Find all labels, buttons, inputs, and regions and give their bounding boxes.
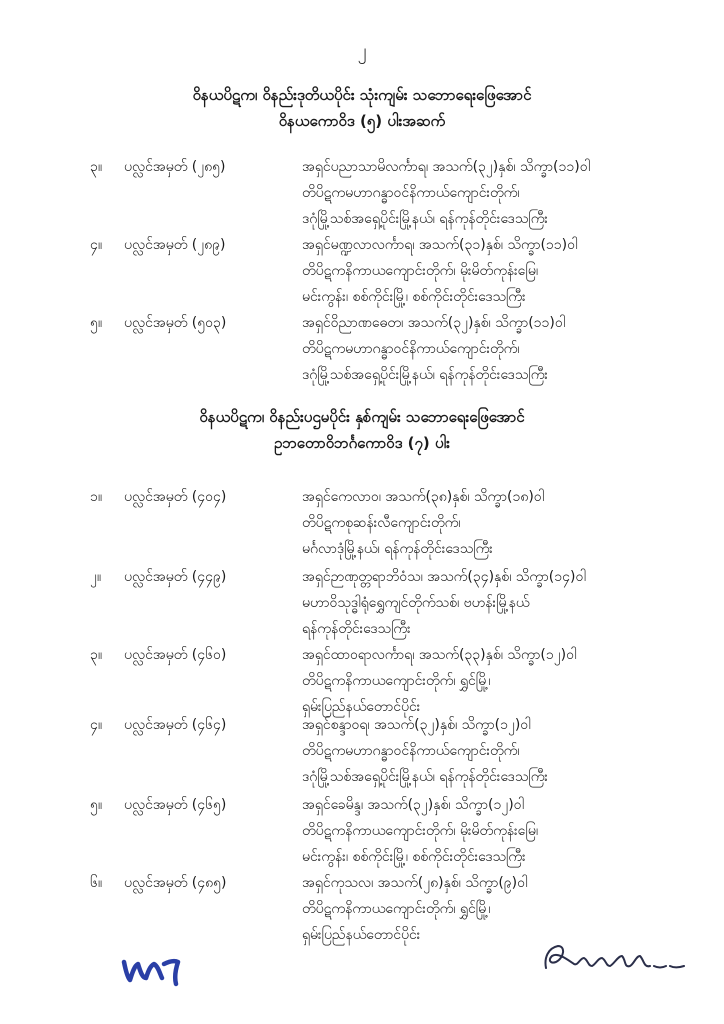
entry-detail-line: မဟာဝိသုဒ္ဓါရုံရွှေကျင်တိုက်သစ်၊ ဗဟန်းမြို့နယ် [302,595,530,611]
entry-detail-line: ဒဂုံမြို့သစ်အရှေ့ပိုင်းမြို့နယ်၊ ရန်ကုန်တိုင်းဒေသကြီး [302,367,548,383]
entry-detail-line: မင်းကွန်း၊ စစ်ကိုင်းမြို့၊ စစ်ကိုင်းတိုင်းဒေသကြီး [302,849,526,865]
section-heading [0,404,724,456]
entry-detail-line: အရှင်ထာဝရာလင်္ကာရ၊ အသက်(၃၃)နှစ်၊ သိက္ခာ(၁၂)ဝါ [302,647,577,663]
entry-detail-line: တိပိဋကမဟာဂန္ဓာဝင်နိကာယ်ကျောင်းတိုက်၊ [302,743,520,759]
entry-detail-line: ရန်ကုန်တိုင်းဒေသကြီး [302,621,411,637]
entry-number: ၃။ [90,159,103,175]
entry-detail-line: တိပိဋကမဟာဂန္ဓာဝင်နိကာယ်ကျောင်းတိုက်၊ [302,341,520,357]
entry-detail-line: တိပိဋကစုဆန်းလီကျောင်းတိုက်၊ [302,515,461,531]
entry-code: ပလ္လင်အမှတ် (၄၆၀) [124,647,227,663]
section-heading [0,82,724,134]
entry-detail-line: အရှင်ဉာဏုတ္တရာဘိဝံသ၊ အသက်(၃၄)နှစ်၊ သိက္ခာ(၁၄)ဝါ [302,569,586,585]
entry-detail-line: တိပိဋကနိကာယကျောင်းတိုက်၊ မိုးမိတ်ကုန်းမြေ၊ [302,823,539,839]
entry-detail-line: ရှမ်းပြည်နယ်တောင်ပိုင်း [302,699,421,715]
entry-number: ၄။ [90,717,103,733]
entry-detail-line: အရှင်မဏ္ဍလာလင်္ကာရ၊ အသက်(၃၁)နှစ်၊ သိက္ခာ(၁၁)ဝါ [302,237,578,253]
entry-details [302,712,702,790]
entry-code: ပလ္လင်အမှတ် (၄၆၄) [124,717,227,733]
entry-number: ၁။ [90,489,103,505]
section-heading-line: ဝိနယပိဋက၊ ဝိနည်းပဌမပိုင်း နှစ်ကျမ်း သဘောရေးဖြေအောင် [199,408,525,426]
entry-code: ပလ္လင်အမှတ် (၂၈၅) [124,159,226,175]
section-heading-line: ဝိနယကောဝိဒ (၅) ပါးအဆက် [278,112,446,130]
page-number: ၂ [357,40,367,61]
entry-code: ပလ္လင်အမှတ် (၂၈၉) [124,237,226,253]
entry-detail-line: အရှင်ခေမိန္ဒ၊ အသက်(၃၂)နှစ်၊ သိက္ခာ(၁၂)ဝါ [302,797,524,813]
entry-detail-line: တိပိဋကနိကာယကျောင်းတိုက်၊ ရွှင်မြို့၊ [302,901,491,917]
entry-details [302,642,702,720]
entry-detail-line: တိပိဋကနိကာယကျောင်းတိုက်၊ ရွှင်မြို့၊ [302,673,491,689]
entry-detail-line: တိပိဋကမဟာဂန္ဓာဝင်နိကာယ်ကျောင်းတိုက်၊ [302,185,520,201]
section-heading-line: ဝိနယပိဋက၊ ဝိနည်းဒုတိယပိုင်း သုံးကျမ်း သဘောရေးဖြေအောင် [192,86,532,104]
entry-code: ပလ္လင်အမှတ် (၄၈၅) [124,875,227,891]
entry-number: ၆။ [90,875,103,891]
entry-detail-line: မင်းကွန်း၊ စစ်ကိုင်းမြို့၊ စစ်ကိုင်းတိုင်းဒေသကြီး [302,289,526,305]
entry-code: ပလ္လင်အမှတ် (၄၆၅) [124,797,227,813]
signature-mark [538,938,688,980]
entry-code: ပလ္လင်အမှတ် (၄၀၄) [124,489,227,505]
entry-number: ၅။ [90,797,103,813]
entry-details [302,232,702,310]
section-heading-line: ဥဘတောဝိဘင်္ဂကောဝိဒ (၇) ပါး [274,434,450,452]
entry-detail-line: အရှင်စန္ဒာဝရ၊ အသက်(၃၂)နှစ်၊ သိက္ခာ(၁၂)ဝါ [302,717,531,733]
entry-number: ၃။ [90,647,103,663]
entry-details [302,564,702,642]
entry-details [302,154,702,232]
entry-detail-line: ဒဂုံမြို့သစ်အရှေ့ပိုင်းမြို့နယ်၊ ရန်ကုန်တိုင်းဒေသကြီး [302,211,548,227]
entry-detail-line: မင်္ဂလာဒုံမြို့နယ်၊ ရန်ကုန်တိုင်းဒေသကြီး [302,541,493,557]
entry-number: ၂။ [90,569,102,585]
entry-detail-line: ဒဂုံမြို့သစ်အရှေ့ပိုင်းမြို့နယ်၊ ရန်ကုန်တိုင်းဒေသကြီး [302,769,548,785]
initials-mark [118,948,198,988]
entry-details [302,870,702,948]
entry-details [302,484,702,562]
entry-code: ပလ္လင်အမှတ် (၅၀၃) [124,315,227,331]
entry-detail-line: အရှင်ကုသလ၊ အသက်(၂၈)နှစ်၊ သိက္ခာ(၉)ဝါ [302,875,528,891]
entry-detail-line: အရှင်ပညာသာမိလင်္ကာရ၊ အသက်(၃၂)နှစ်၊ သိက္ခာ(၁၁)ဝါ [302,159,590,175]
entry-details [302,310,702,388]
entry-number: ၅။ [90,315,103,331]
entry-detail-line: တိပိဋကနိကာယကျောင်းတိုက်၊ မိုးမိတ်ကုန်းမြေ၊ [302,263,539,279]
entry-detail-line: ရှမ်းပြည်နယ်တောင်ပိုင်း [302,927,421,943]
entry-number: ၄။ [90,237,103,253]
entry-details [302,792,702,870]
entry-detail-line: အရှင်ကေလာဝ၊ အသက်(၃၈)နှစ်၊ သိက္ခာ(၁၈)ဝါ [302,489,545,505]
entry-detail-line: အရှင်ဝိညာဏဓေတ၊ အသက်(၃၂)နှစ်၊ သိက္ခာ(၁၁)ဝါ [302,315,566,331]
entry-code: ပလ္လင်အမှတ် (၄၄၉) [124,569,227,585]
